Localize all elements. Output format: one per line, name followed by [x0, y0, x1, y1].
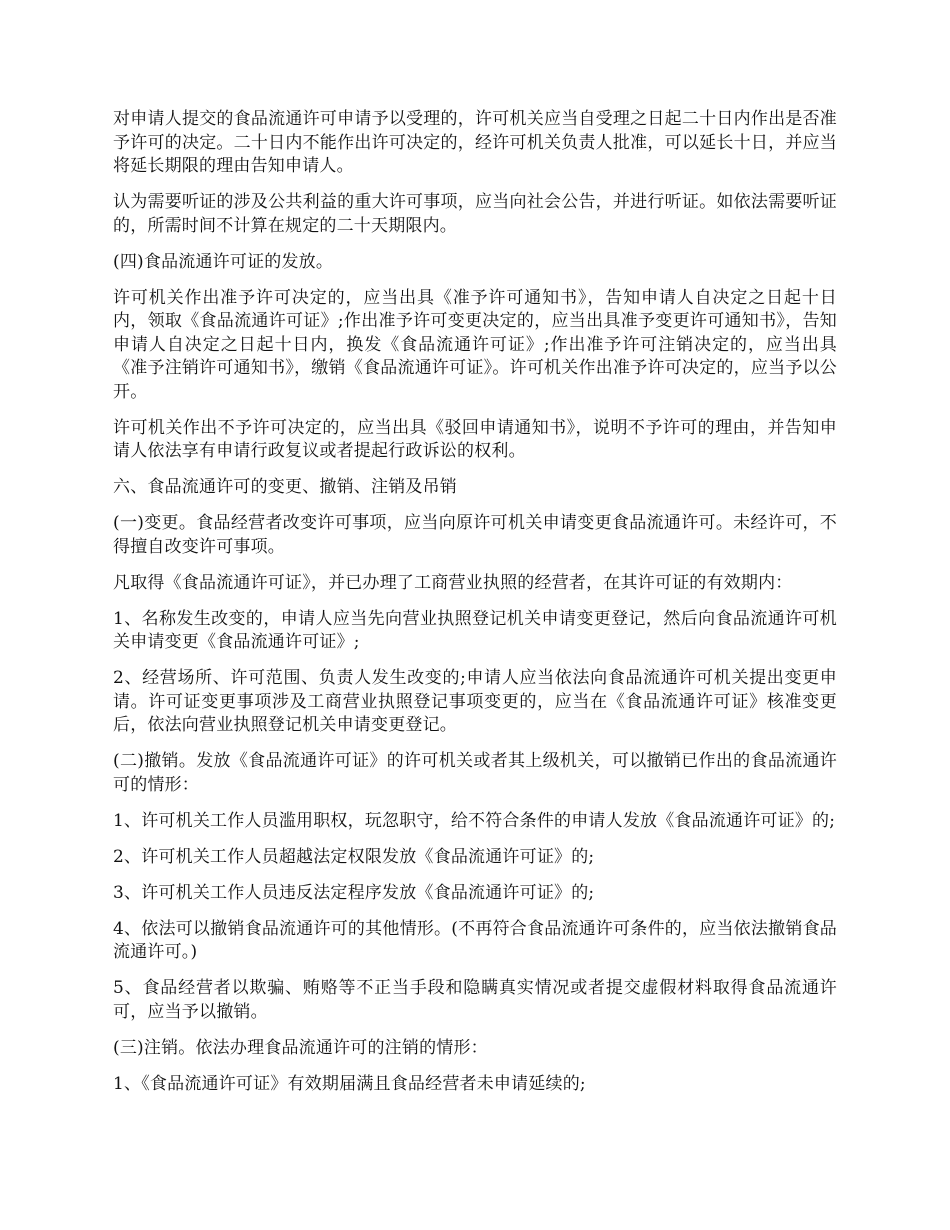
list-item-revoke-procedure: 3、许可机关工作人员违反法定程序发放《食品流通许可证》的; — [113, 882, 595, 903]
list-item-revoke-fraud: 5、食品经营者以欺骗、贿赂等不正当手段和隐瞒真实情况或者提交虚假材料取得食品流通许可，应当予以撤销。 — [113, 978, 837, 1022]
section-heading-change-revoke: 六、食品流通许可的变更、撤销、注销及吊销 — [113, 477, 457, 497]
document-body — [113, 108, 837, 1109]
paragraph-revocation: (二)撤销。发放《食品流通许可证》的许可机关或者其上级机关，可以撤销已作出的食品流通许可的情形： — [113, 751, 837, 795]
paragraph-license-holders: 凡取得《食品流通许可证》，并已办理了工商营业执照的经营者，在其许可证的有效期内： — [113, 572, 793, 593]
section-heading-issuance: (四)食品流通许可证的发放。 — [113, 251, 334, 272]
paragraph-approval-notice: 许可机关作出准予许可决定的，应当出具《准予许可通知书》，告知申请人自决定之日起十日内，领取《食品流通许可证》;作出准予许可变更决定的，应当出具准予变更许可通知书》，告知申请人自决定之日起十日内，换发《食品流通许可证》;作出准予许可注销决定的，应当出具《准予注销许可通知书》，缴销《食品流通许可证》。许可机关作出准予许可决定的，应当予以公开。 — [113, 287, 837, 402]
list-item-name-change: 1、名称发生改变的，申请人应当先向营业执照登记机关申请变更登记，然后向食品流通许可机关申请变更《食品流通许可证》; — [113, 608, 837, 652]
list-item-cancel-expired: 1、《食品流通许可证》有效期届满且食品经营者未申请延续的; — [113, 1073, 586, 1094]
list-item-premises-change: 2、经营场所、许可范围、负责人发生改变的;申请人应当依法向食品流通许可机关提出变更申请。许可证变更事项涉及工商营业执照登记事项变更的，应当在《食品流通许可证》核准变更后，依法向营业执照登记机关申请变更登记。 — [113, 668, 837, 735]
list-item-revoke-abuse: 1、许可机关工作人员滥用职权，玩忽职守，给不符合条件的申请人发放《食品流通许可证》的; — [113, 810, 836, 831]
paragraph-cancellation: (三)注销。依法办理食品流通许可的注销的情形： — [113, 1037, 488, 1058]
paragraph-hearing: 认为需要听证的涉及公共利益的重大许可事项，应当向社会公告，并进行听证。如依法需要听证的，所需时间不计算在规定的二十天期限内。 — [113, 192, 837, 236]
paragraph-review-deadline: 对申请人提交的食品流通许可申请予以受理的，许可机关应当自受理之日起二十日内作出是否准予许可的决定。二十日内不能作出许可决定的，经许可机关负责人批准，可以延长十日，并应当将延长期限的理由告知申请人。 — [113, 109, 837, 176]
paragraph-rejection-notice: 许可机关作出不予许可决定的，应当出具《驳回申请通知书》，说明不予许可的理由，并告知申请人依法享有申请行政复议或者提起行政诉讼的权利。 — [113, 417, 837, 461]
list-item-revoke-authority: 2、许可机关工作人员超越法定权限发放《食品流通许可证》的; — [113, 846, 595, 867]
paragraph-change: (一)变更。食品经营者改变许可事项，应当向原许可机关申请变更食品流通许可。未经许可，不得擅自改变许可事项。 — [113, 513, 837, 557]
list-item-revoke-other: 4、依法可以撤销食品流通许可的其他情形。(不再符合食品流通许可条件的，应当依法撤销食品流通许可。) — [113, 918, 837, 962]
